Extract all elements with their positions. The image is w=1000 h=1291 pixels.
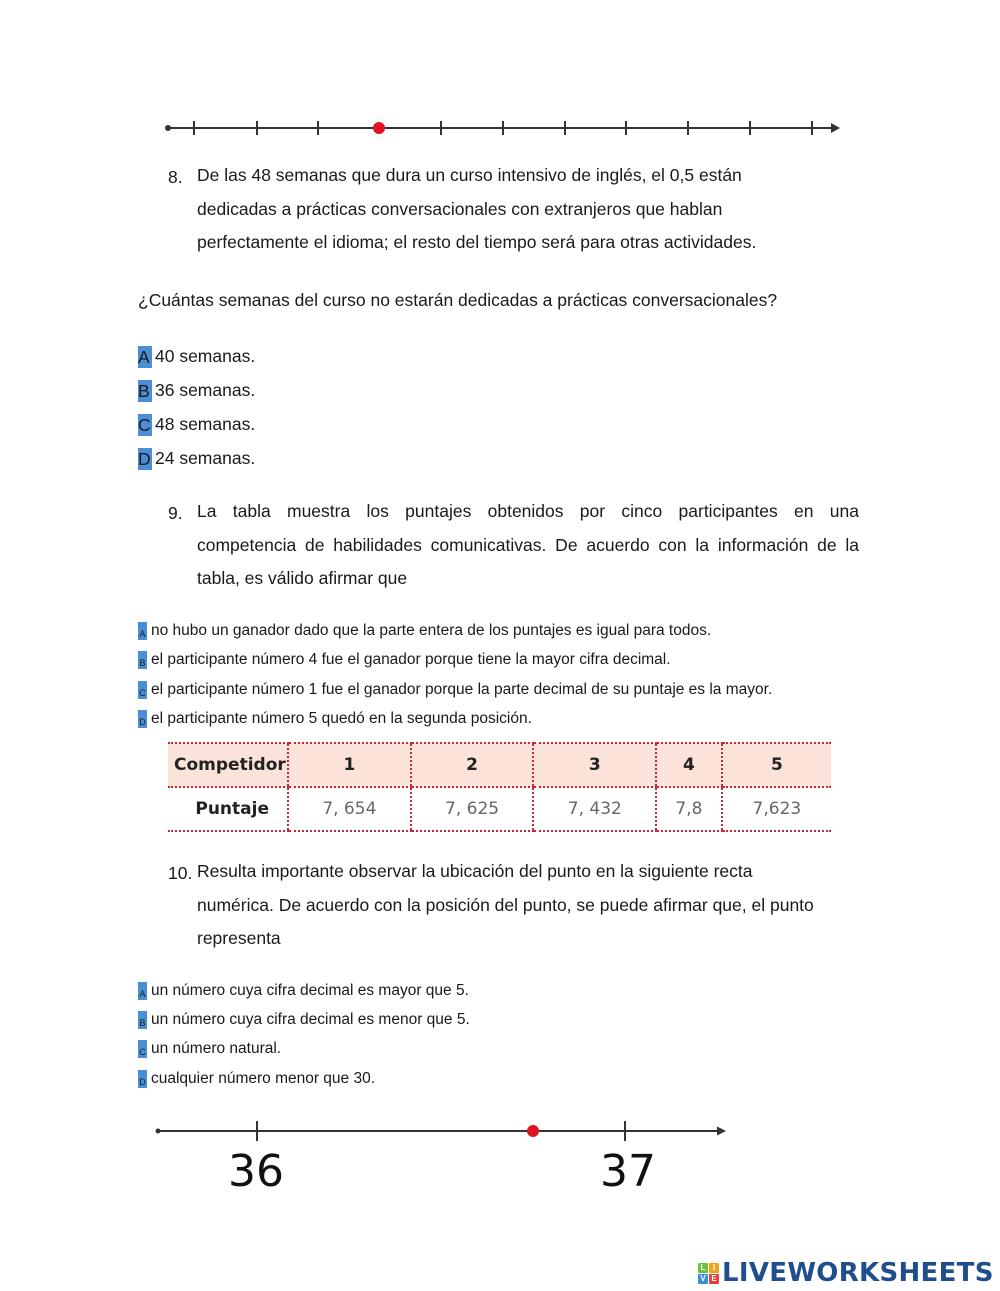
- option-letter[interactable]: C: [138, 1040, 147, 1058]
- row-label: Puntaje: [168, 787, 288, 831]
- option-letter[interactable]: A: [138, 622, 147, 640]
- logo-icon: L I V E: [698, 1263, 719, 1284]
- competitor-cell: 1: [288, 743, 411, 787]
- scores-table: [168, 742, 831, 832]
- question-number: 10.: [168, 863, 193, 883]
- table-row: [168, 787, 831, 831]
- option-letter[interactable]: C: [138, 415, 151, 436]
- option-c[interactable]: C 48 semanas.: [138, 414, 256, 436]
- option-letter[interactable]: B: [138, 1011, 147, 1029]
- option-letter[interactable]: D: [138, 1070, 147, 1088]
- option-a[interactable]: A 40 semanas.: [138, 346, 256, 368]
- option-c[interactable]: C un número natural.: [139, 1040, 282, 1058]
- option-b[interactable]: B un número cuya cifra decimal es menor que 5.: [139, 1011, 470, 1029]
- tick-label-37: 37: [600, 1146, 656, 1197]
- score-cell: 7, 654: [288, 787, 411, 831]
- tick-label-36: 36: [228, 1146, 284, 1197]
- question-text: De las 48 semanas que dura un curso intensivo de inglés, el 0,5 están dedicadas a prácticas conversacionales con extranjeros que hablan perfectamente el idioma; el resto del tiempo será para otras actividades.: [197, 165, 757, 252]
- option-b[interactable]: B el participante número 4 fue el ganador porque tiene la mayor cifra decimal.: [139, 651, 671, 669]
- option-letter[interactable]: B: [138, 651, 147, 669]
- number-line-top: [160, 118, 850, 140]
- option-d[interactable]: D 24 semanas.: [138, 448, 256, 470]
- score-cell: 7, 432: [533, 787, 656, 831]
- number-line-bottom: [150, 1118, 740, 1148]
- option-d[interactable]: D cualquier número menor que 30.: [139, 1070, 376, 1088]
- competitor-cell: 3: [533, 743, 656, 787]
- option-letter[interactable]: D: [138, 449, 151, 470]
- option-c[interactable]: C el participante número 1 fue el ganador porque la parte decimal de su puntaje es la mayor.: [139, 681, 773, 699]
- question-number: 8.: [168, 167, 183, 187]
- option-letter[interactable]: B: [138, 380, 152, 402]
- number-line-point: [527, 1125, 539, 1137]
- option-a[interactable]: A no hubo un ganador dado que la parte entera de los puntajes es igual para todos.: [139, 622, 712, 640]
- question-prompt: ¿Cuántas semanas del curso no estarán dedicadas a prácticas conversacionales?: [138, 290, 778, 310]
- option-d[interactable]: D el participante número 5 quedó en la segunda posición.: [139, 710, 532, 728]
- header-label: Competidor: [168, 743, 288, 787]
- score-cell: 7, 625: [411, 787, 534, 831]
- option-letter[interactable]: D: [138, 710, 147, 728]
- table-header-row: [168, 743, 831, 787]
- question-text: La tabla muestra los puntajes obtenidos por cinco participantes en una competencia de habilidades comunicativas. De acuerdo con la información de la tabla, es válido afirmar que: [197, 501, 859, 588]
- option-letter[interactable]: C: [138, 681, 147, 699]
- number-line-point: [373, 122, 385, 134]
- score-cell: 7,8: [656, 787, 722, 831]
- option-b[interactable]: B 36 semanas.: [138, 380, 256, 402]
- question-number: 9.: [168, 503, 183, 523]
- option-letter[interactable]: A: [138, 346, 152, 368]
- brand-name: LIVEWORKSHEETS: [722, 1258, 994, 1288]
- liveworksheets-logo: [698, 1258, 994, 1288]
- question-text: Resulta importante observar la ubicación del punto en la siguiente recta numérica. De acuerdo con la posición del punto, se puede afirmar que, el punto representa: [197, 861, 814, 948]
- competitor-cell: 4: [656, 743, 722, 787]
- competitor-cell: 5: [722, 743, 831, 787]
- competitor-cell: 2: [411, 743, 534, 787]
- score-cell: 7,623: [722, 787, 831, 831]
- option-a[interactable]: A un número cuya cifra decimal es mayor que 5.: [139, 982, 469, 1000]
- option-letter[interactable]: A: [138, 982, 147, 1000]
